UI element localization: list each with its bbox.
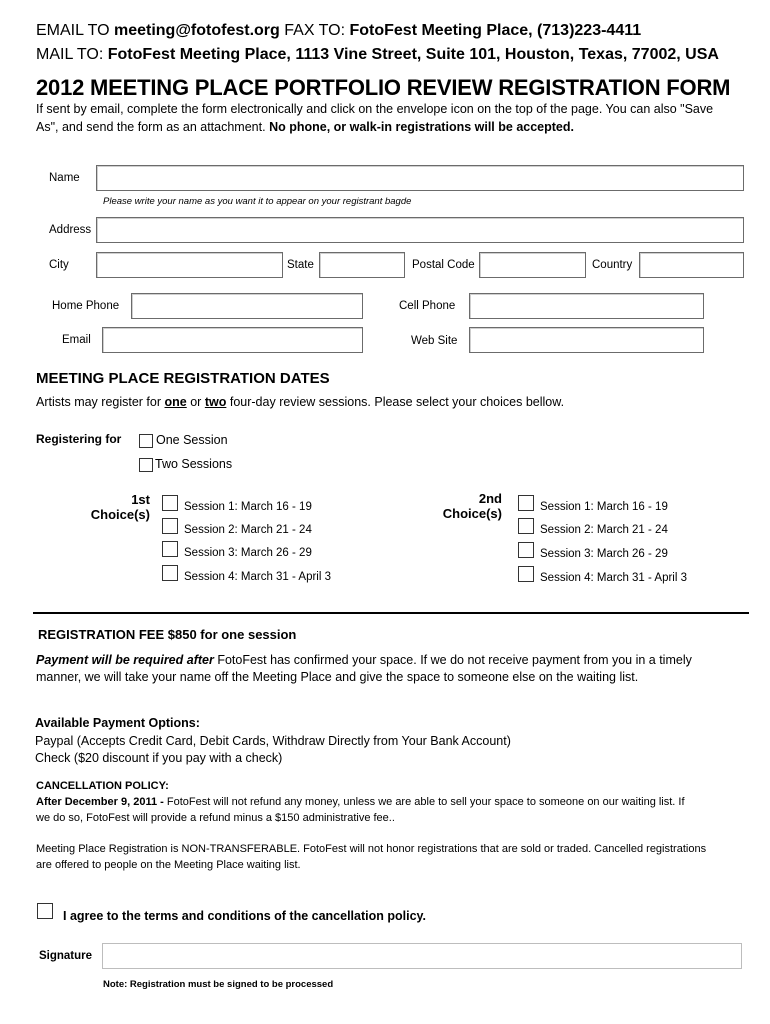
address-input[interactable]	[96, 217, 744, 243]
mail-prefix: MAIL TO:	[36, 46, 104, 63]
country-label: Country	[592, 259, 633, 271]
email-address: meeting@fotofest.org	[113, 22, 280, 39]
first-choice-session-3-checkbox[interactable]	[162, 541, 178, 557]
agree-label: I agree to the terms and conditions of the cancellation policy.	[63, 909, 427, 923]
first-choice-heading	[76, 492, 150, 522]
payment-option-paypal: Paypal (Accepts Credit Card, Debit Cards, Withdraw Directly from Your Bank Account)	[35, 734, 511, 748]
payment-option-check: Check ($20 discount if you pay with a check)	[35, 751, 283, 765]
payment-options-heading: Available Payment Options:	[35, 716, 200, 730]
two-sessions-label: Two Sessions	[155, 457, 233, 471]
second-choice-session-4-checkbox[interactable]	[518, 566, 534, 582]
page-title: 2012 MEETING PLACE PORTFOLIO REVIEW REGISTRATION FORM	[36, 75, 731, 100]
dates-intro-one: one	[164, 395, 187, 409]
cell-phone-input[interactable]	[469, 293, 704, 319]
name-input[interactable]	[96, 165, 744, 191]
signature-label: Signature	[39, 950, 93, 962]
payment-line-1	[36, 653, 692, 667]
first-choice-session-4-label: Session 4: March 31 - April 3	[184, 571, 332, 583]
dates-intro	[36, 395, 564, 409]
cancellation-date: After December 9, 2011 -	[36, 796, 164, 808]
registering-for-label: Registering for	[36, 432, 122, 446]
first-choice-session-2-label: Session 2: March 21 - 24	[184, 524, 312, 536]
cell-phone-label: Cell Phone	[399, 300, 456, 312]
dates-intro-two: two	[204, 395, 227, 409]
payment-emphasis: Payment will be required after	[36, 653, 214, 667]
second-choice-label: Choice(s)	[442, 506, 502, 521]
agree-checkbox[interactable]	[37, 903, 53, 919]
email-label: Email	[62, 334, 91, 346]
dates-intro-post: four-day review sessions. Please select your choices bellow.	[229, 395, 565, 409]
postal-code-label: Postal Code	[412, 259, 475, 271]
fax-prefix: FAX TO:	[284, 22, 346, 39]
second-choice-heading	[424, 491, 502, 521]
second-choice-session-3-label: Session 3: March 26 - 29	[540, 548, 668, 560]
second-choice-session-4-label: Session 4: March 31 - April 3	[540, 572, 688, 584]
first-choice-session-3-label: Session 3: March 26 - 29	[184, 547, 312, 559]
website-input[interactable]	[469, 327, 704, 353]
name-label: Name	[49, 172, 80, 184]
payment-line-2: manner, we will take your name off the Meeting Place and give the space to someone else on the waiting list.	[36, 670, 639, 684]
fax-number: FotoFest Meeting Place, (713)223-4411	[349, 22, 642, 39]
country-input[interactable]	[639, 252, 744, 278]
transfer-line-2: are offered to people on the Meeting Place waiting list.	[36, 859, 301, 871]
first-choice-session-4-checkbox[interactable]	[162, 565, 178, 581]
two-sessions-checkbox[interactable]	[139, 458, 153, 472]
dates-intro-pre: Artists may register for	[36, 395, 162, 409]
home-phone-label: Home Phone	[52, 300, 120, 312]
dates-heading: MEETING PLACE REGISTRATION DATES	[36, 370, 330, 387]
signature-note: Note: Registration must be signed to be processed	[103, 979, 334, 990]
header-email-line	[36, 22, 641, 40]
cancellation-text: FotoFest will not refund any money, unless we are able to sell your space to someone on our waiting list. If	[166, 796, 685, 808]
intro-warning: No phone, or walk-in registrations will be accepted.	[269, 120, 574, 134]
second-choice-number: 2nd	[478, 491, 502, 506]
second-choice-session-2-label: Session 2: March 21 - 24	[540, 524, 668, 536]
section-divider	[33, 612, 749, 614]
intro-text: As", and send the form as an attachment.	[36, 120, 266, 134]
state-label: State	[287, 259, 314, 271]
transfer-line-1: Meeting Place Registration is NON-TRANSFERABLE. FotoFest will not honor registrations that are sold or traded. Cancelled registrations	[36, 843, 707, 855]
name-hint: Please write your name as you want it to appear on your registrant bagde	[103, 196, 412, 207]
intro-line-2	[36, 120, 574, 134]
first-choice-number: 1st	[131, 492, 150, 507]
dates-intro-or: or	[190, 395, 202, 409]
email-input[interactable]	[102, 327, 363, 353]
one-session-checkbox[interactable]	[139, 434, 153, 448]
first-choice-session-2-checkbox[interactable]	[162, 518, 178, 534]
second-choice-session-3-checkbox[interactable]	[518, 542, 534, 558]
home-phone-input[interactable]	[131, 293, 363, 319]
first-choice-label: Choice(s)	[90, 507, 150, 522]
mail-address: FotoFest Meeting Place, 1113 Vine Street, Suite 101, Houston, Texas, 77002, USA	[107, 46, 719, 63]
cancellation-heading: CANCELLATION POLICY:	[36, 780, 169, 792]
signature-input[interactable]	[102, 943, 742, 969]
fee-heading: REGISTRATION FEE $850 for one session	[38, 627, 297, 642]
second-choice-session-2-checkbox[interactable]	[518, 518, 534, 534]
first-choice-session-1-checkbox[interactable]	[162, 495, 178, 511]
website-label: Web Site	[411, 335, 458, 347]
cancellation-line-1	[36, 796, 685, 808]
state-input[interactable]	[319, 252, 405, 278]
city-input[interactable]	[96, 252, 283, 278]
city-label: City	[49, 259, 69, 271]
header-mail-line	[36, 46, 719, 64]
payment-text: FotoFest has confirmed your space. If we do not receive payment from you in a timely	[217, 653, 692, 667]
cancellation-line-2: we do so, FotoFest will provide a refund minus a $150 administrative fee..	[36, 812, 395, 824]
second-choice-session-1-checkbox[interactable]	[518, 495, 534, 511]
first-choice-session-1-label: Session 1: March 16 - 19	[184, 501, 312, 513]
one-session-label: One Session	[156, 433, 228, 447]
second-choice-session-1-label: Session 1: March 16 - 19	[540, 501, 668, 513]
postal-code-input[interactable]	[479, 252, 586, 278]
email-prefix: EMAIL TO	[36, 22, 110, 39]
address-label: Address	[49, 224, 92, 236]
intro-line-1: If sent by email, complete the form electronically and click on the envelope icon on the top of the page. You can also "Save	[36, 102, 714, 116]
